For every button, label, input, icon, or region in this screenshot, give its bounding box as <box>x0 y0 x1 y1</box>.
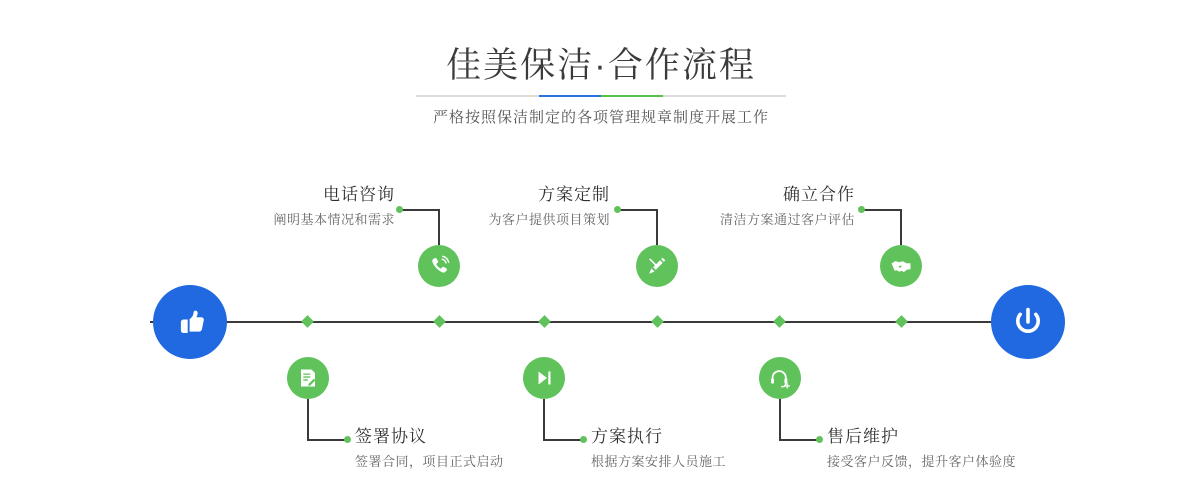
axis-marker <box>538 315 551 328</box>
step-name-4: 方案执行 <box>591 427 663 446</box>
divider-segment-green <box>601 95 663 97</box>
axis-marker <box>651 315 664 328</box>
timeline-axis <box>150 321 1050 323</box>
connector-dot-5 <box>858 206 865 213</box>
connector-line-5 <box>900 209 902 245</box>
step-name-1: 电话咨询 <box>323 185 395 204</box>
axis-marker <box>301 315 314 328</box>
step-desc-1: 阐明基本情况和需求 <box>273 212 395 227</box>
step-desc-3: 为客户提供项目策划 <box>488 212 610 227</box>
axis-marker <box>433 315 446 328</box>
step-node-4[interactable] <box>523 357 565 399</box>
connector-line-3 <box>656 209 658 245</box>
step-label-3 <box>460 184 610 231</box>
step-label-2 <box>355 426 504 473</box>
step-desc-5: 清洁方案通过客户评估 <box>719 212 855 227</box>
title-divider <box>416 95 786 97</box>
connector-line-1b <box>399 209 439 211</box>
connector-line-5b <box>861 209 901 211</box>
step-node-1[interactable] <box>418 245 460 287</box>
step-label-6 <box>827 426 1016 473</box>
connector-dot-4 <box>580 436 587 443</box>
step-desc-4: 根据方案安排人员施工 <box>591 454 727 469</box>
phone-call-icon <box>427 254 451 278</box>
axis-marker <box>895 315 908 328</box>
connector-line-1 <box>438 209 440 245</box>
timeline-end-endpoint <box>991 285 1065 359</box>
connector-line-4b <box>543 439 583 441</box>
power-icon <box>1007 301 1049 343</box>
step-name-5: 确立合作 <box>783 185 855 204</box>
page-subtitle: 严格按照保洁制定的各项管理规章制度开展工作 <box>432 109 769 126</box>
connector-dot-3 <box>614 206 621 213</box>
divider-segment-blue <box>539 95 601 97</box>
connector-line-4 <box>543 399 545 440</box>
pen-compass-icon <box>645 254 669 278</box>
page-title: 佳美保洁·合作流程 <box>446 46 756 85</box>
axis-marker <box>773 315 786 328</box>
connector-line-6b <box>779 439 819 441</box>
handshake-icon <box>889 254 913 278</box>
connector-line-6 <box>779 399 781 440</box>
step-node-2[interactable] <box>287 357 329 399</box>
step-name-6: 售后维护 <box>827 427 899 446</box>
play-forward-icon <box>532 366 556 390</box>
headset-support-icon <box>768 366 792 390</box>
connector-line-2b <box>307 439 347 441</box>
step-name-3: 方案定制 <box>538 185 610 204</box>
step-node-5[interactable] <box>880 245 922 287</box>
step-desc-2: 签署合同，项目正式启动 <box>355 454 504 469</box>
connector-dot-6 <box>816 436 823 443</box>
step-label-1 <box>255 184 395 231</box>
thumbs-up-icon <box>170 302 210 342</box>
step-node-3[interactable] <box>636 245 678 287</box>
connector-dot-2 <box>344 436 351 443</box>
connector-line-2 <box>307 399 309 440</box>
connector-line-3b <box>617 209 657 211</box>
step-label-4 <box>591 426 726 473</box>
step-desc-6: 接受客户反馈，提升客户体验度 <box>827 454 1017 469</box>
connector-dot-1 <box>396 206 403 213</box>
step-node-6[interactable] <box>759 357 801 399</box>
step-label-5 <box>700 184 855 231</box>
contract-edit-icon <box>296 366 320 390</box>
timeline-start-endpoint <box>153 285 227 359</box>
step-name-2: 签署协议 <box>355 427 427 446</box>
